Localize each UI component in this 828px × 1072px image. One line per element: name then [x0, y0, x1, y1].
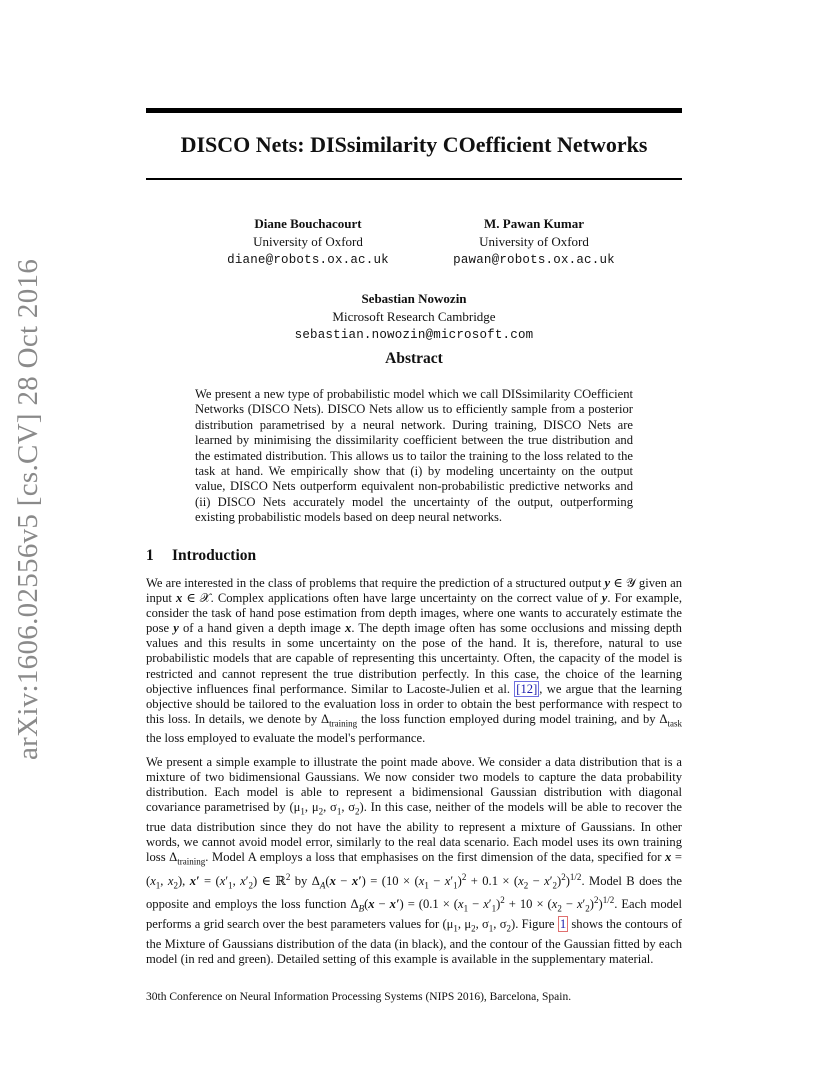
author-block-3 [246, 290, 582, 344]
text-run: ). Figure [511, 917, 558, 932]
text-run: We are interested in the class of problems that require the prediction of a structured output [146, 576, 605, 590]
text-run: . The depth image often has some occlusions and missing depth values and this results in some uncertainty on the pose of the hand. It is, therefore, natural to use probabilistic models that are capable of representing this uncertainty. Often, the capacity of the model is restricted and cannot represent the true distribution perfectly. In this case, the choice of the learning objective influences final performance. Similar to Lacoste-Julien et al. [146, 621, 682, 696]
author-email: sebastian.nowozin@microsoft.com [294, 328, 534, 342]
author-affiliation: University of Oxford [479, 234, 589, 249]
text-run: the loss function employed during model training, and by [357, 711, 660, 726]
text-run: ). In this case, neither of the models will be able to recover the true data distribution since they do not have the ability to represent a mixture of Gaussians. In other words, we cannot avoid model error, similarly to the real data scenario. Each model uses its own training loss Δ [146, 800, 682, 865]
conference-footer: 30th Conference on Neural Information Processing Systems (NIPS 2016), Barcelona, Spain. [146, 991, 572, 1003]
text-run: . Model B does the opposite and employs the loss function Δ [146, 873, 683, 912]
text-run: of a hand given a depth image [178, 621, 346, 636]
citation-link[interactable]: [12] [516, 681, 538, 696]
text-run: . For example, consider the task of hand pose estimation from depth images, where one wants to accurately estimate the pose [146, 591, 682, 636]
author-email: diane@robots.ox.ac.uk [227, 253, 389, 267]
text-run: given an input [146, 576, 682, 606]
author-name: M. Pawan Kumar [483, 216, 585, 231]
text-run: . Model A employs a loss that emphasises on the first dimension of the data, specified for [205, 850, 665, 865]
author-block-2 [416, 215, 652, 269]
top-rule [146, 108, 682, 113]
author-name: Diane Bouchacourt [254, 216, 362, 231]
text-run: the loss employed to evaluate the model's performance. [146, 731, 426, 746]
author-affiliation: University of Oxford [253, 234, 363, 249]
text-run: We present a simple example to illustrate the point made above. We consider a data distribution that is a mixture of two bidimensional Gaussians. We now consider two models to capture the data probability distribution. Each model is able to represent a bidimensional Gaussian distribution with diagonal covariance parametrised by (μ [146, 755, 682, 815]
author-email: pawan@robots.ox.ac.uk [453, 253, 615, 267]
abstract-text: We present a new type of probabilistic model which we call DISsimilarity COefficient Networks (DISCO Nets). DISCO Nets allow us to efficiently sample from a posterior distribution parametrised by a neural network. During training, DISCO Nets are learned by minimising the dissimilarity coefficient between the true distribution and the estimated distribution. This allows us to tailor the training to the loss related to the task at hand. We empirically show that (i) by modeling uncertainty on the output value, DISCO Nets outperform equivalent non-probabilistic predictive networks and (ii) DISCO Nets accurately model the uncertainty of the output, outperforming existing probabilistic models based on deep neural networks. [195, 387, 633, 525]
intro-paragraph-2: We present a simple example to illustrate the point made above. We consider a data distribution that is a mixture of two bidimensional Gaussians. We now consider two models to capture the data probability distribution. Each model is able to represent a bidimensional Gaussian distribution with diagonal covariance parametrised by ($\mu_1$, $\mu_2$, $\sigma_1$, $\sigma_2$). In this case, neither of the models will be able to recover the true data distribution since they do not have the ability to represent a mixture of Gaussians. In other words, we cannot avoid model error, similarly to the real data scenario. Each model uses its own training loss $\Delta_{training}$. Model A employs a loss that emphasises on the first dimension of the data, specified for $x = (x_1$, $x_2$), $x' = (x'_1$, $x'_2$) ∈ ℝ$^2$ by $\Delta_A(x - x') = (10 \times (x_1 - x'_1)^2 + 0.1 \times (x_2 - x'_2)^2)^{1/2}$. Model B does the opposite and employs the loss function $\Delta_B(x - x') = (0.1 \times (x_1 - x'_1)^2 + 10 \times (x_2 - x'_2)^2)^{1/2}$. Each model performs a grid search over the best parameters values for ($\mu_1$, $\mu_2$, $\sigma_1$, $\sigma_2$). Figure 1 shows the contours of the Mixture of Gaussians distribution of the data (in black), and the contour of the Gaussian fitted by each model (in red and green). Detailed setting of this example is available in the supplementary material. [146, 755, 683, 966]
text-run: . Complex applications often have large uncertainty on the correct value of [210, 591, 602, 606]
title-bottom-rule [146, 178, 682, 180]
section-title: Introduction [172, 547, 257, 564]
subscript: task [667, 718, 682, 729]
abstract-heading: Abstract [385, 350, 443, 367]
text-run: , we argue that the learning objective should be tailored to the evaluation loss in order to obtain the best performance with respect to this loss. In details, we denote by [146, 681, 682, 726]
paper-title: DISCO Nets: DISsimilarity COefficient Networks [180, 132, 648, 157]
author-name: Sebastian Nowozin [361, 291, 467, 306]
text-run: by Δ [290, 873, 320, 888]
author-affiliation: Microsoft Research Cambridge [332, 309, 496, 324]
author-block-1 [190, 215, 426, 269]
figure-link[interactable]: 1 [559, 917, 567, 932]
text-run: . Each model performs a grid search over the best parameters values for (μ [146, 897, 683, 932]
text-run: shows the contours of the Mixture of Gaussians distribution of the data (in black), and the contour of the Gaussian fitted by each model (in red and green). Detailed setting of this example is available in the supplementary material. [146, 917, 682, 966]
section-heading [146, 547, 256, 565]
intro-paragraph-1: We are interested in the class of problems that require the prediction of a structured output y ∈ 𝒴 given an input x ∈ 𝒳. Complex applications often have large uncertainty on the correct value of y. For example, consider the task of hand pose estimation from depth images, where one wants to accurately estimate the pose y of a hand given a depth image x. The depth image often has some occlusions and missing depth values and this results in some uncertainty on the pose of the hand. It is, therefore, natural to use probabilistic models that are capable of representing this uncertainty. Often, the capacity of the model is restricted and cannot represent the true distribution perfectly. In this case, the choice of the learning objective influences final performance. Similar to Lacoste-Julien et al. [12] , we argue that the learning objective should be tailored to the evaluation loss in order to obtain the best performance with respect to this loss. In details, we denote by $\Delta_{training}$ the loss function employed during model training, and by $\Delta_{task}$ the loss employed to evaluate the model's performance. [146, 576, 682, 746]
subscript: training [329, 718, 358, 729]
section-number: 1 [146, 547, 154, 564]
arxiv-stamp: arXiv:1606.02556v5 [cs.CV] 28 Oct 2016 [12, 258, 44, 760]
